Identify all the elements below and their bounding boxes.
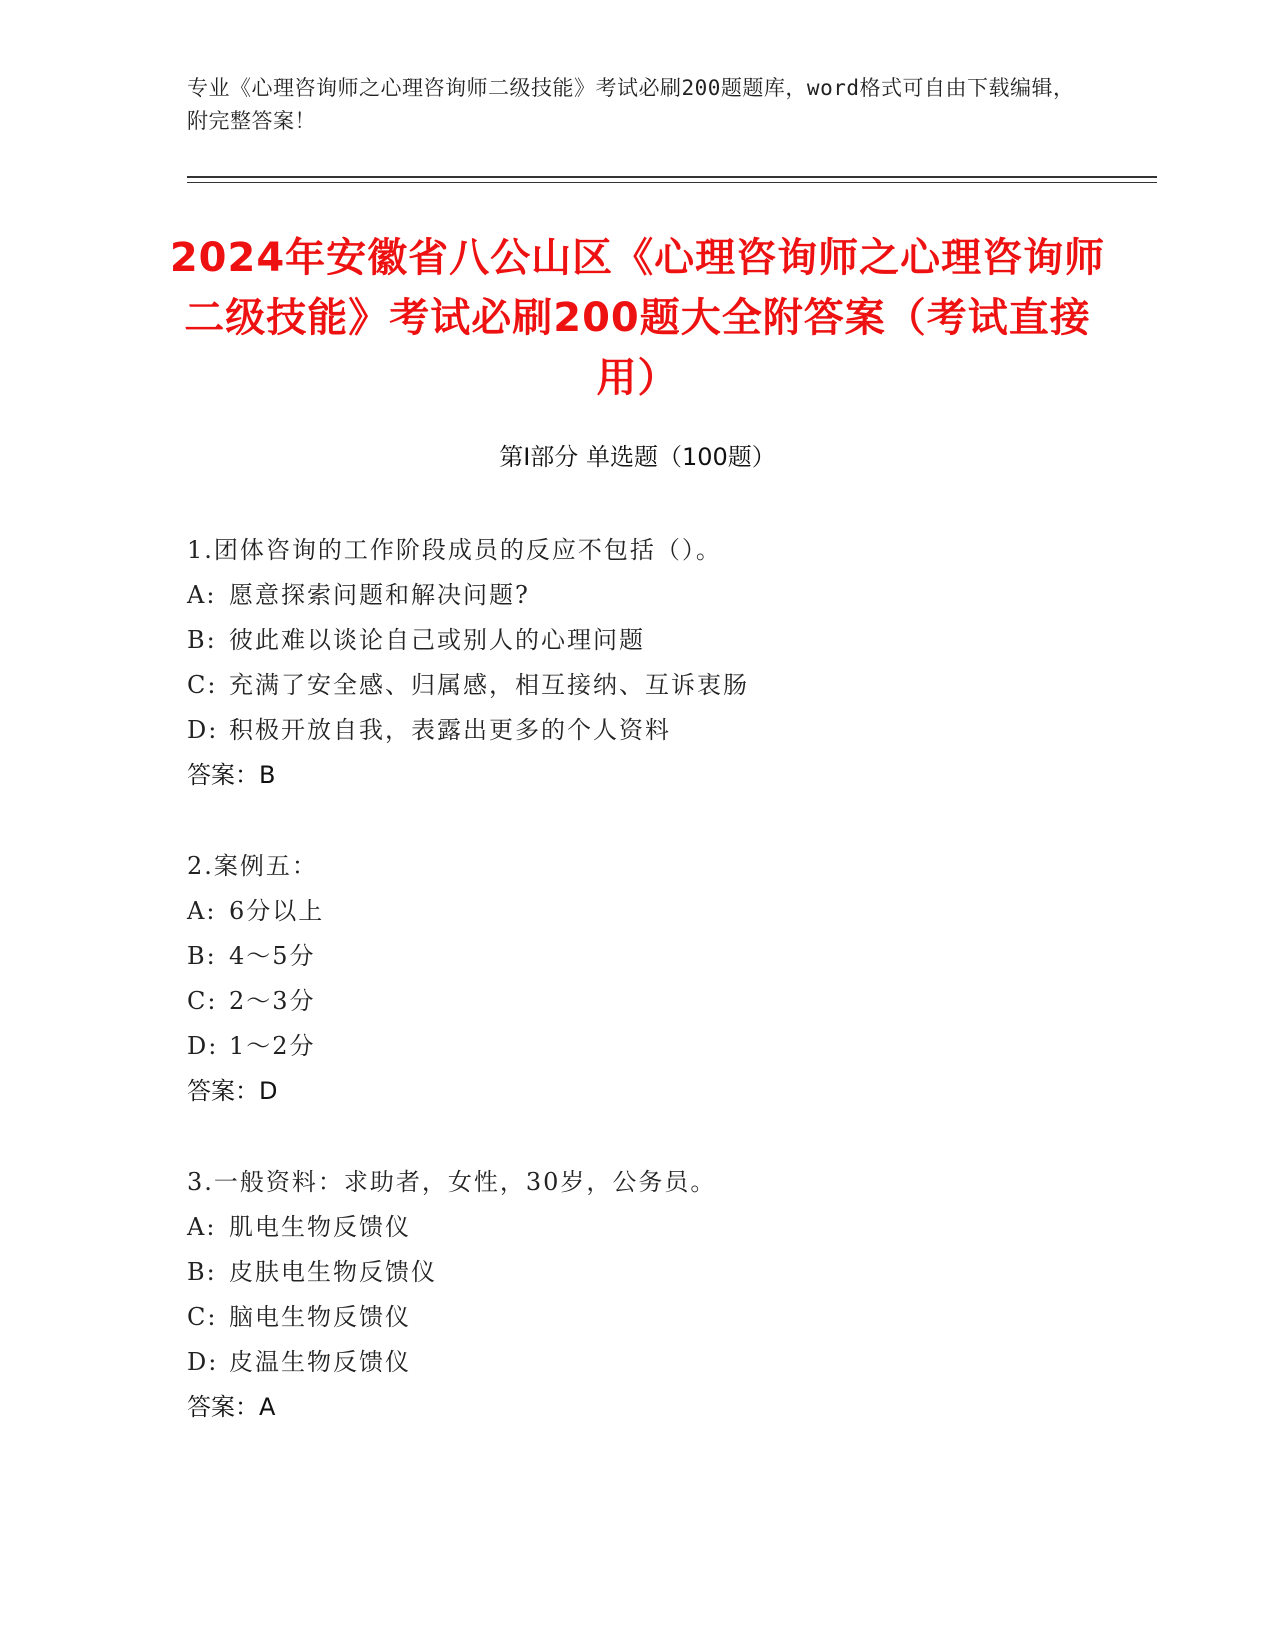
option-text: 4～5分 <box>229 942 316 970</box>
header-divider-thin <box>187 182 1157 183</box>
option-text: 1～2分 <box>229 1032 316 1060</box>
option-b <box>187 1250 1107 1295</box>
option-text: 6分以上 <box>229 897 325 925</box>
option-text: 积极开放自我，表露出更多的个人资料 <box>229 716 671 744</box>
question-item <box>187 528 1107 798</box>
option-letter: A: <box>187 581 217 609</box>
option-text: 肌电生物反馈仪 <box>229 1213 411 1241</box>
option-d <box>187 1024 1107 1069</box>
option-letter: C: <box>187 987 218 1015</box>
option-text: 充满了安全感、归属感，相互接纳、互诉衷肠 <box>229 671 749 699</box>
option-letter: C: <box>187 1303 218 1331</box>
option-c <box>187 663 1107 708</box>
option-letter: D: <box>187 716 219 744</box>
question-item <box>187 1160 1107 1430</box>
option-a <box>187 889 1107 934</box>
document-title: 2024年安徽省八公山区《心理咨询师之心理咨询师二级技能》考试必刷200题大全附答案（考试直接用） <box>169 235 1106 401</box>
answer-line <box>187 1385 1107 1430</box>
option-text: 脑电生物反馈仪 <box>229 1303 411 1331</box>
option-letter: B: <box>187 1258 217 1286</box>
option-letter: A: <box>187 1213 217 1241</box>
option-letter: B: <box>187 626 217 654</box>
option-c <box>187 979 1107 1024</box>
header-note: 专业《心理咨询师之心理咨询师二级技能》考试必刷200题题库，word格式可自由下载编辑，附完整答案！ <box>187 76 1075 133</box>
option-text: 皮温生物反馈仪 <box>229 1348 411 1376</box>
answer-label: 答案： <box>187 1393 259 1421</box>
option-d <box>187 1340 1107 1385</box>
option-letter: A: <box>187 897 217 925</box>
answer-value: A <box>259 1393 276 1421</box>
answer-line <box>187 753 1107 798</box>
option-b <box>187 934 1107 979</box>
answer-line <box>187 1069 1107 1114</box>
section-title: 第I部分 单选题（100题） <box>499 443 776 471</box>
answer-label: 答案： <box>187 761 259 789</box>
question-stem: 2.案例五： <box>187 852 318 880</box>
option-letter: B: <box>187 942 217 970</box>
answer-value: D <box>259 1077 278 1105</box>
question-list <box>187 528 1107 1476</box>
header-divider-thick <box>187 176 1157 178</box>
question-stem: 1.团体咨询的工作阶段成员的反应不包括（）。 <box>187 536 722 564</box>
option-text: 彼此难以谈论自己或别人的心理问题 <box>229 626 645 654</box>
question-stem: 3.一般资料：求助者，女性，30岁，公务员。 <box>187 1168 717 1196</box>
option-letter: C: <box>187 671 218 699</box>
option-text: 2～3分 <box>229 987 316 1015</box>
option-letter: D: <box>187 1032 219 1060</box>
option-letter: D: <box>187 1348 219 1376</box>
answer-value: B <box>259 761 276 789</box>
option-a <box>187 1205 1107 1250</box>
option-a <box>187 573 1107 618</box>
option-b <box>187 618 1107 663</box>
option-text: 皮肤电生物反馈仪 <box>229 1258 437 1286</box>
answer-label: 答案： <box>187 1077 259 1105</box>
option-text: 愿意探索问题和解决问题? <box>229 581 530 609</box>
question-item <box>187 844 1107 1114</box>
option-d <box>187 708 1107 753</box>
option-c <box>187 1295 1107 1340</box>
